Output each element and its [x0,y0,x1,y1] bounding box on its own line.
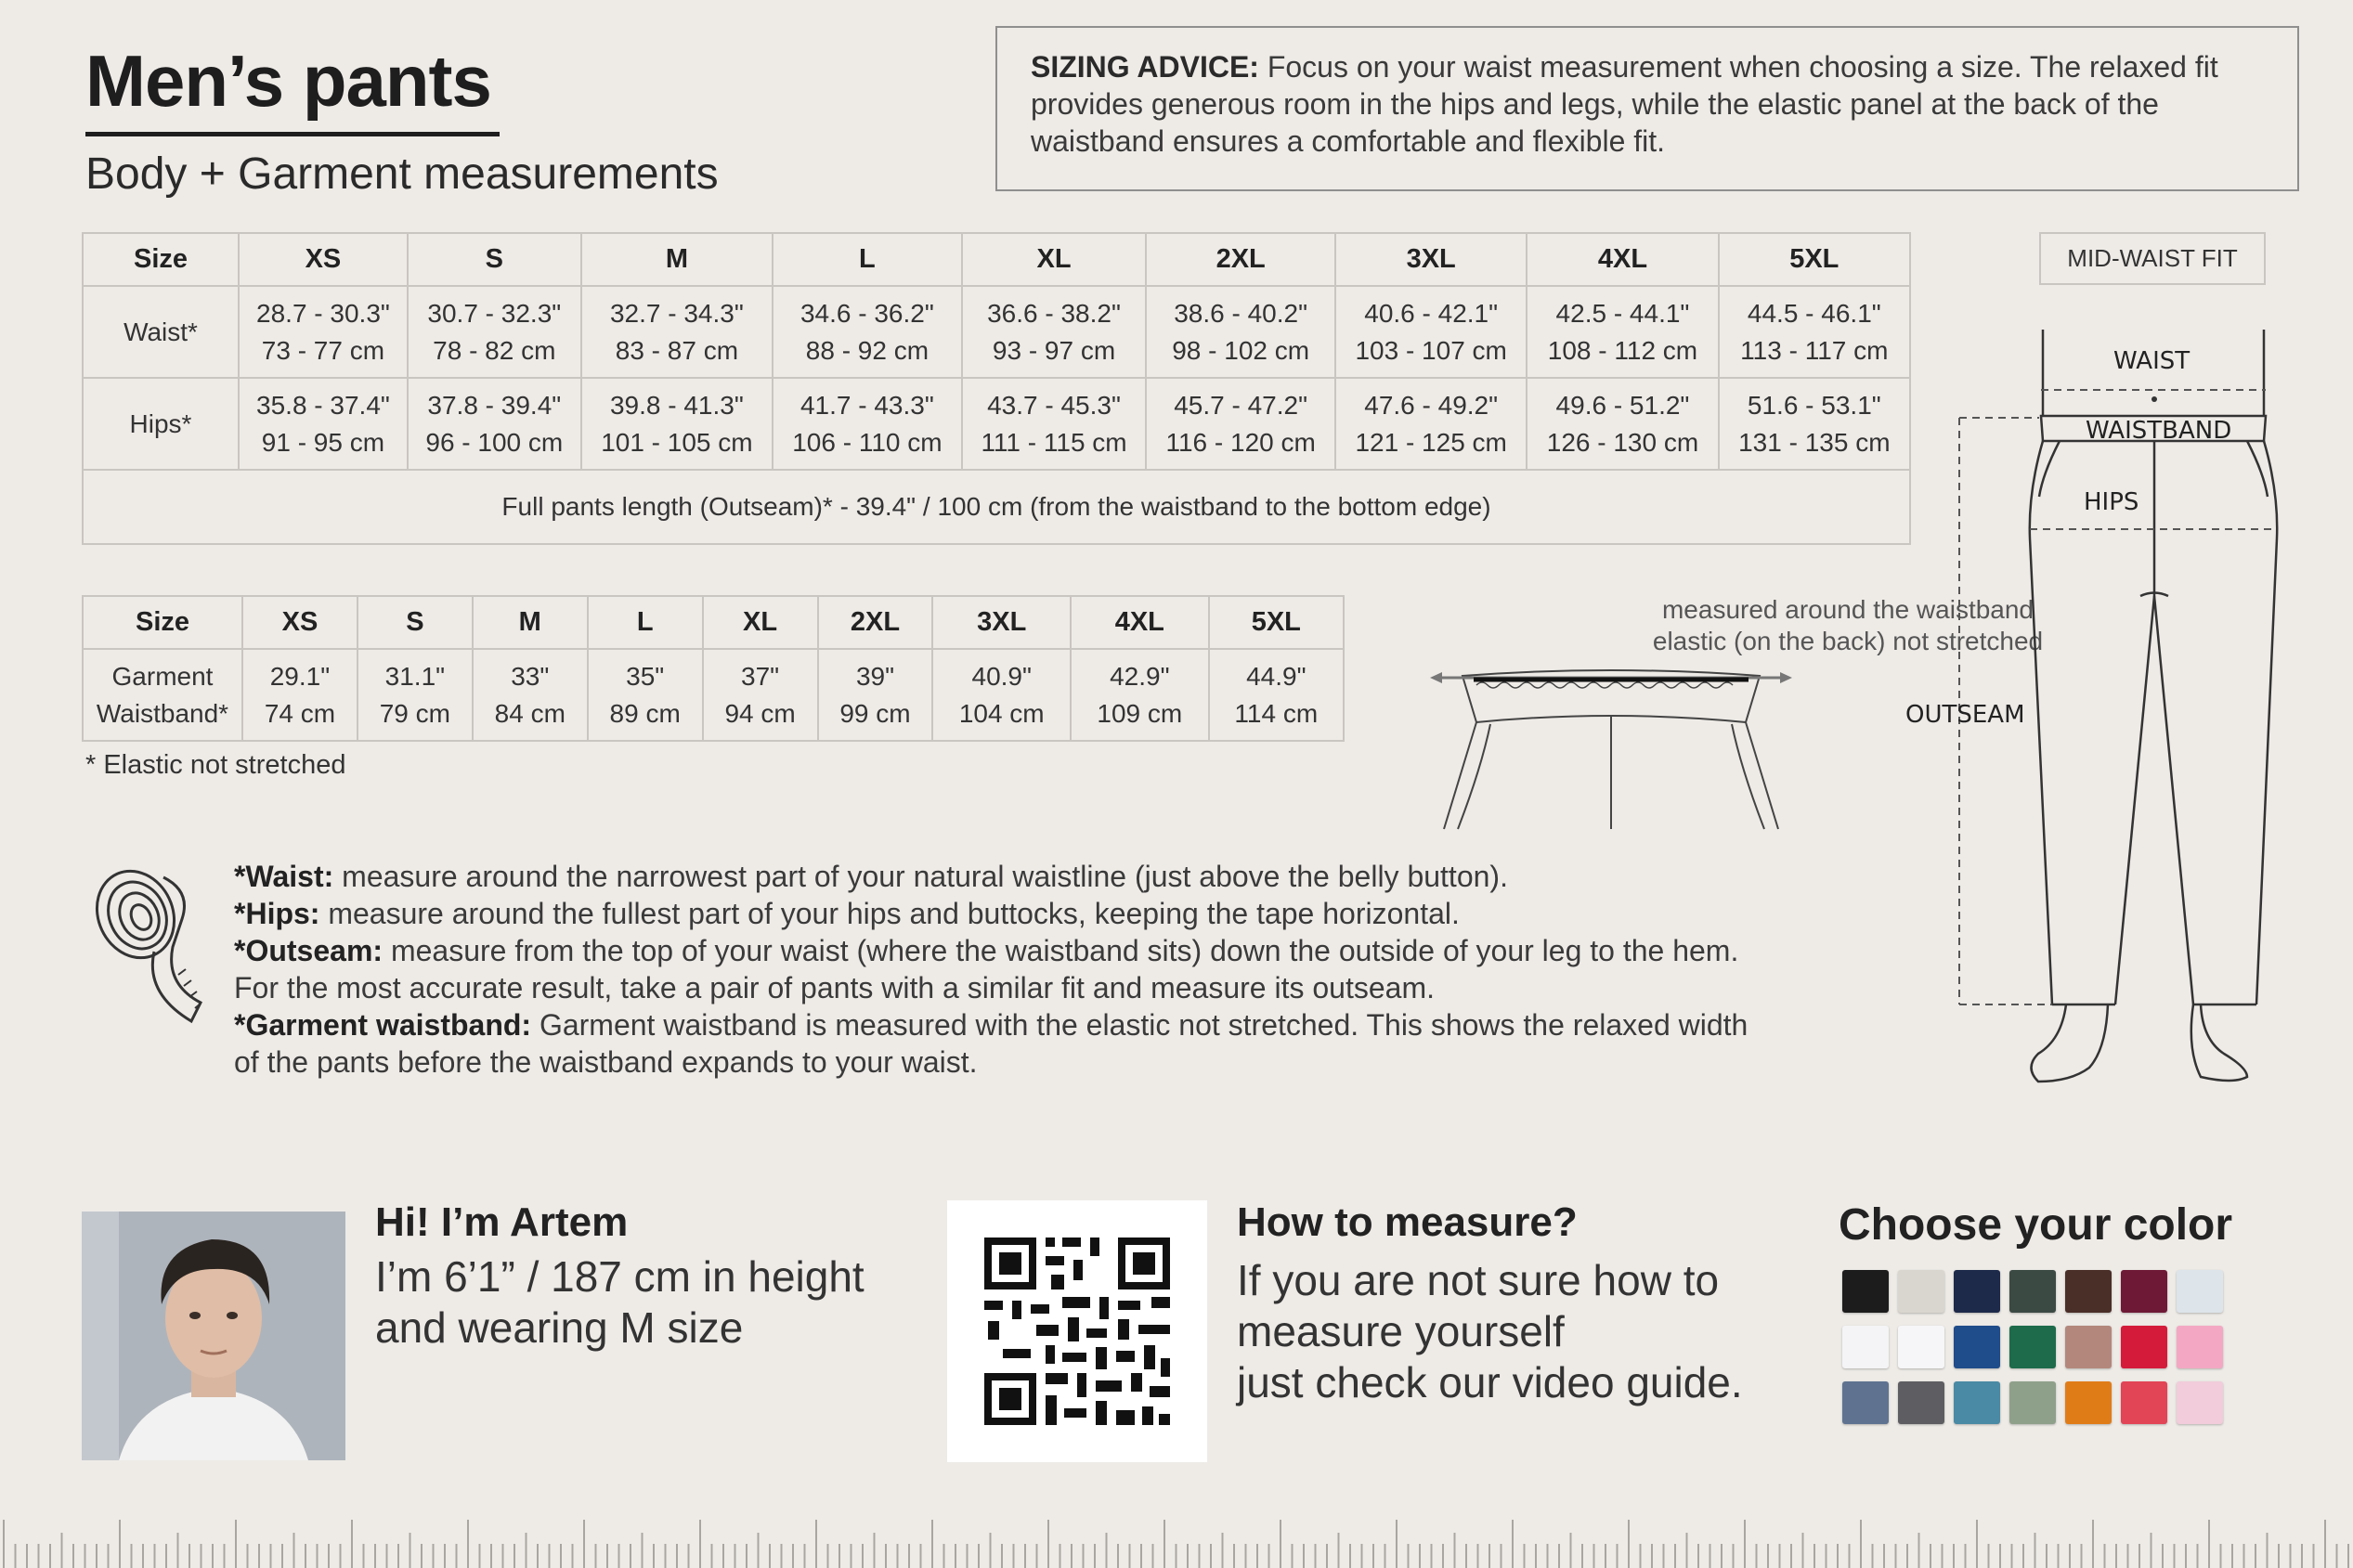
table-cell [581,378,773,470]
cell-cm: 104 cm [958,698,1045,728]
color-swatch[interactable] [2177,1326,2223,1368]
color-swatch[interactable] [2121,1381,2167,1424]
cell-inches: 35.8 - 37.4" [256,390,390,420]
size-header: M [473,596,588,649]
note-text: Garment waistband is measured with the elastic not stretched. This shows the relaxed width of the pants before the waistband expands to your waist. [234,1008,1748,1079]
cell-inches: 41.7 - 43.3" [800,390,934,420]
model-name: Hi! I’m Artem [375,1199,629,1245]
color-swatch[interactable] [1842,1270,1889,1313]
size-header: XS [242,596,358,649]
waistband-diagram-icon [1425,657,1797,834]
size-header: 5XL [1719,233,1910,286]
measure-guide-text: If you are not sure how to [1237,1256,1720,1304]
size-header: 4XL [1527,233,1718,286]
pants-label-outseam: OUTSEAM [1905,701,2025,729]
color-swatch[interactable] [2009,1270,2056,1313]
cell-inches: 36.6 - 38.2" [987,298,1121,328]
model-size: and wearing M size [375,1303,744,1352]
size-header: 2XL [818,596,933,649]
color-swatch[interactable] [1842,1326,1889,1368]
cell-inches: 42.5 - 44.1" [1555,298,1690,328]
model-height: I’m 6’1” / 187 cm in height [375,1252,864,1301]
cell-inches: 49.6 - 51.2" [1555,390,1690,420]
color-swatch[interactable] [2065,1326,2112,1368]
measure-guide-text: measure yourself [1237,1307,1565,1355]
cell-inches: 32.7 - 34.3" [609,298,744,328]
cell-cm: 114 cm [1234,698,1319,728]
color-swatch[interactable] [1898,1381,1944,1424]
table-cell [473,649,588,741]
note-waist [234,858,1775,895]
cell-cm: 96 - 100 cm [425,427,564,457]
cell-inches: 33" [511,661,550,691]
measure-guide-title: How to measure? [1237,1199,1578,1245]
table-cell [581,286,773,378]
color-swatch[interactable] [2121,1270,2167,1313]
color-swatch[interactable] [1898,1270,1944,1313]
note-label: *Hips: [234,897,320,930]
qr-code[interactable] [947,1200,1207,1462]
table-cell [1146,378,1335,470]
table-cell [358,649,473,741]
cell-cm: 74 cm [264,698,336,728]
size-header: 3XL [932,596,1071,649]
size-header: L [773,233,962,286]
cell-cm: 108 - 112 cm [1547,335,1698,365]
color-swatch[interactable] [2177,1381,2223,1424]
table-cell [962,378,1147,470]
pants-label-hips: HIPS [2084,488,2139,516]
color-swatch[interactable] [1842,1381,1889,1424]
table-cell [1209,649,1344,741]
cell-inches: 44.9" [1246,661,1306,691]
size-header-label: Size [83,596,242,649]
size-header: S [408,233,581,286]
note-garment-waistband [234,1006,1775,1081]
cell-cm: 103 - 107 cm [1355,335,1507,365]
row-label-waist: Waist* [83,286,239,378]
qr-code-icon [947,1200,1207,1462]
size-header: 4XL [1071,596,1209,649]
pants-label-waistband: WAISTBAND [2086,417,2232,445]
title-underline [85,132,500,136]
size-header: L [588,596,703,649]
full-length-note: Full pants length (Outseam)* - 39.4" / 100 cm (from the waistband to the bottom edge) [83,470,1910,544]
sizing-advice-text: Focus on your waist measurement when choosing a size. The relaxed fit provides generous room in the hips and legs, while the elastic panel at the back of the waistband ensures a comfortable and flexible fit. [1031,50,2218,158]
cell-inches: 30.7 - 32.3" [427,298,562,328]
table-cell [773,286,962,378]
cell-cm: 98 - 102 cm [1172,335,1310,365]
color-swatch-grid [1842,1270,2232,1424]
tape-measure-icon [89,863,210,1030]
cell-inches: 42.9" [1110,661,1170,691]
cell-cm: 83 - 87 cm [615,335,739,365]
cell-inches: 43.7 - 45.3" [987,390,1121,420]
waist-row [83,286,1910,378]
page-title: Men’s pants [85,40,491,122]
cell-cm: 106 - 110 cm [792,427,942,457]
table-cell [1719,378,1910,470]
table-cell [818,649,933,741]
table-cell [408,286,581,378]
cell-cm: 84 cm [494,698,566,728]
cell-inches: 44.5 - 46.1" [1747,298,1881,328]
sizing-advice-box [995,26,2299,191]
note-label: *Outseam: [234,934,384,967]
table-cell [1146,286,1335,378]
table-cell [408,378,581,470]
table-cell [773,378,962,470]
cell-inches: 47.6 - 49.2" [1364,390,1499,420]
cell-cm: 78 - 82 cm [433,335,556,365]
cell-inches: 34.6 - 36.2" [800,298,934,328]
cell-cm: 116 - 120 cm [1165,427,1316,457]
full-length-row [83,470,1910,544]
measurement-notes [234,858,1775,1081]
size-header: XL [703,596,818,649]
color-swatch[interactable] [1898,1326,1944,1368]
table-cell [1335,286,1527,378]
cell-inches: 40.6 - 42.1" [1364,298,1499,328]
pants-label-waist: WAIST [2113,347,2190,375]
model-photo [82,1212,345,1460]
body-size-table [82,232,1911,545]
cell-inches: 29.1" [269,661,331,691]
cell-inches: 39.8 - 41.3" [609,390,744,420]
color-swatch[interactable] [2121,1326,2167,1368]
note-label: *Waist: [234,860,334,893]
cell-cm: 99 cm [839,698,911,728]
cell-inches: 35" [626,661,665,691]
color-swatch[interactable] [2177,1270,2223,1313]
cell-cm: 131 - 135 cm [1738,427,1891,457]
note-label: *Garment waistband: [234,1008,532,1042]
cell-inches: 40.9" [971,661,1032,691]
table-cell [703,649,818,741]
color-swatch[interactable] [2009,1326,2056,1368]
table-cell [242,649,358,741]
garment-waistband-table [82,595,1345,742]
size-header: XS [239,233,408,286]
cell-inches: 28.7 - 30.3" [256,298,390,328]
color-swatch[interactable] [1954,1381,2000,1424]
table-cell [932,649,1071,741]
size-header: 2XL [1146,233,1335,286]
cell-cm: 113 - 117 cm [1740,335,1889,365]
size-header-row [83,596,1344,649]
cell-cm: 93 - 97 cm [992,335,1116,365]
caption-line: measured around the waistband [1661,595,2034,624]
cell-cm: 109 cm [1097,698,1183,728]
table-cell [1335,378,1527,470]
cell-inches: 38.6 - 40.2" [1174,298,1308,328]
cell-inches: 45.7 - 47.2" [1174,390,1308,420]
table-cell [962,286,1147,378]
cell-cm: 94 cm [724,698,796,728]
size-header: 5XL [1209,596,1344,649]
cell-cm: 91 - 95 cm [261,427,385,457]
model-portrait-icon [82,1212,345,1460]
footnote: * Elastic not stretched [85,750,346,780]
hips-row [83,378,1910,470]
cell-cm: 88 - 92 cm [805,335,930,365]
cell-cm: 89 cm [609,698,681,728]
sizing-advice-label: SIZING ADVICE: [1031,50,1259,84]
size-header: M [581,233,773,286]
caption-line: elastic (on the back) not stretched [1652,627,2044,655]
color-swatch[interactable] [1954,1270,2000,1313]
table-cell [588,649,703,741]
table-cell [1071,649,1209,741]
cell-inches: 31.1" [384,661,446,691]
size-header-label: Size [83,233,239,286]
measure-guide-text: just check our video guide. [1237,1358,1743,1406]
color-picker-title: Choose your color [1839,1200,2233,1250]
size-header-row [83,233,1910,286]
color-swatch[interactable] [2065,1381,2112,1424]
table-cell [1527,286,1718,378]
row-label-line2: Waistband* [96,698,229,728]
size-header: 3XL [1335,233,1527,286]
cell-cm: 101 - 105 cm [601,427,753,457]
note-outseam [234,932,1775,1006]
cell-inches: 51.6 - 53.1" [1747,390,1881,420]
note-text: measure around the narrowest part of your natural waistline (just above the belly button). [333,860,1508,893]
table-cell [1719,286,1910,378]
table-cell [239,378,408,470]
cell-cm: 111 - 115 cm [981,427,1127,457]
note-text: measure around the fullest part of your hips and buttocks, keeping the tape horizontal. [319,897,1460,930]
note-hips [234,895,1775,932]
note-text: measure from the top of your waist (where the waistband sits) down the outside of your leg to the hem. For the most accurate result, take a pair of pants with a similar fit and measure its outseam. [234,934,1739,1004]
cell-cm: 73 - 77 cm [261,335,385,365]
size-header: S [358,596,473,649]
row-label-hips: Hips* [83,378,239,470]
garment-waistband-row [83,649,1344,741]
cell-inches: 37.8 - 39.4" [427,390,562,420]
color-swatch[interactable] [1954,1326,2000,1368]
row-label-garment-waistband [83,649,242,741]
cell-cm: 79 cm [379,698,450,728]
table-cell [239,286,408,378]
mid-waist-fit-label: MID-WAIST FIT [2039,232,2266,285]
cell-inches: 37" [741,661,780,691]
cell-cm: 121 - 125 cm [1355,427,1507,457]
color-swatch[interactable] [2065,1270,2112,1313]
ruler-decoration [0,1495,2353,1568]
size-header: XL [962,233,1147,286]
row-label-line1: Garment [111,661,214,691]
cell-inches: 39" [855,661,895,691]
cell-cm: 126 - 130 cm [1546,427,1699,457]
color-swatch[interactable] [2009,1381,2056,1424]
table-cell [1527,378,1718,470]
page-subtitle: Body + Garment measurements [85,149,719,199]
